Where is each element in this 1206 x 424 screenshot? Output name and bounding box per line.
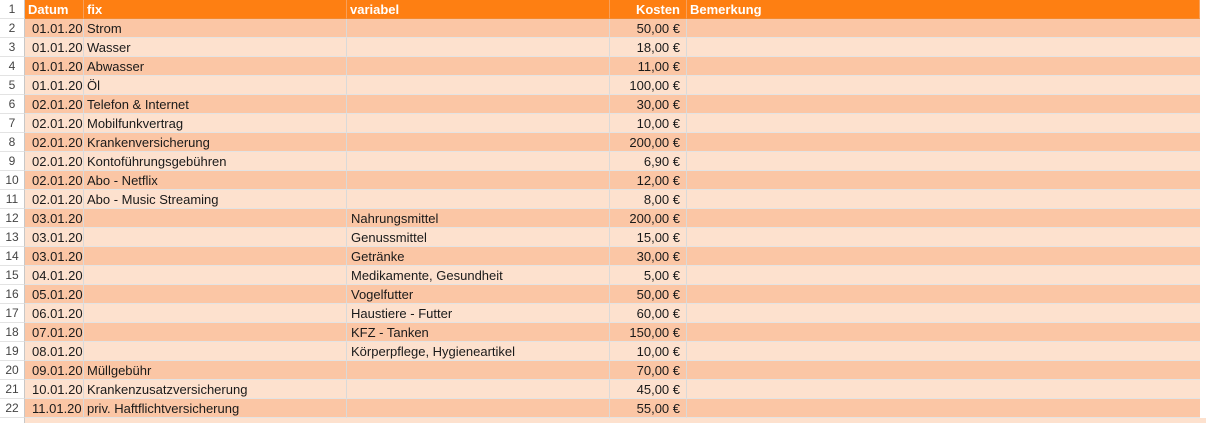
cell-fix[interactable] <box>84 342 347 361</box>
row-number[interactable]: 22 <box>0 399 25 418</box>
cell-fix[interactable]: priv. Haftflichtversicherung <box>84 399 347 418</box>
cell-kosten[interactable]: 18,00 € <box>610 38 687 57</box>
cell-fix[interactable]: Mobilfunkvertrag <box>84 114 347 133</box>
cell-kosten[interactable]: 8,00 € <box>610 190 687 209</box>
row-number[interactable]: 12 <box>0 209 25 228</box>
cell-bemerkung[interactable] <box>687 285 1200 304</box>
table-row <box>0 361 1206 380</box>
header-cell-fix[interactable]: fix <box>84 0 347 19</box>
table-row <box>0 19 1206 38</box>
table-body <box>0 19 1206 418</box>
cell-bemerkung[interactable] <box>687 76 1200 95</box>
cell-kosten[interactable]: 10,00 € <box>610 114 687 133</box>
cell-datum[interactable]: 04.01.20 <box>25 266 84 285</box>
row-number[interactable]: 10 <box>0 171 25 190</box>
cell-bemerkung[interactable] <box>687 171 1200 190</box>
cell-variabel[interactable] <box>347 57 610 76</box>
cell-kosten[interactable]: 11,00 € <box>610 57 687 76</box>
table-row <box>0 171 1206 190</box>
table-row <box>0 209 1206 228</box>
row-number[interactable]: 4 <box>0 57 25 76</box>
cell-variabel[interactable] <box>347 76 610 95</box>
row-number[interactable]: 18 <box>0 323 25 342</box>
cell-kosten[interactable]: 15,00 € <box>610 228 687 247</box>
cell-kosten[interactable]: 50,00 € <box>610 19 687 38</box>
row-number[interactable]: 16 <box>0 285 25 304</box>
cell-kosten[interactable]: 55,00 € <box>610 399 687 418</box>
cell-fix[interactable]: Abwasser <box>84 57 347 76</box>
cell-fix[interactable] <box>84 285 347 304</box>
header-cell-kosten[interactable]: Kosten <box>610 0 687 19</box>
cell-datum[interactable]: 01.01.20 <box>25 19 84 38</box>
cell-fix[interactable]: Wasser <box>84 38 347 57</box>
cell-datum[interactable]: 02.01.20 <box>25 133 84 152</box>
cell-variabel[interactable] <box>347 361 610 380</box>
cell-variabel[interactable]: Getränke <box>347 247 610 266</box>
row-number[interactable]: 5 <box>0 76 25 95</box>
cell-variabel[interactable]: Nahrungsmittel <box>347 209 610 228</box>
cell-bemerkung[interactable] <box>687 133 1200 152</box>
cell-datum[interactable]: 03.01.20 <box>25 209 84 228</box>
cell-bemerkung[interactable] <box>687 114 1200 133</box>
table-row <box>0 323 1206 342</box>
table-row <box>0 114 1206 133</box>
table-row <box>0 190 1206 209</box>
row-number[interactable]: 11 <box>0 190 25 209</box>
row-number[interactable]: 9 <box>0 152 25 171</box>
cell-kosten[interactable]: 30,00 € <box>610 247 687 266</box>
cell-kosten[interactable]: 70,00 € <box>610 361 687 380</box>
cell-bemerkung[interactable] <box>687 95 1200 114</box>
cell-bemerkung[interactable] <box>687 209 1200 228</box>
cell-datum[interactable]: 01.01.20 <box>25 57 84 76</box>
cell-datum[interactable]: 01.01.20 <box>25 76 84 95</box>
cell-fix[interactable]: Krankenversicherung <box>84 133 347 152</box>
cell-fix[interactable]: Abo - Music Streaming <box>84 190 347 209</box>
cell-bemerkung[interactable] <box>687 323 1200 342</box>
cell-fix[interactable]: Krankenzusatzversicherung <box>84 380 347 399</box>
cell-bemerkung[interactable] <box>687 228 1200 247</box>
cell-variabel[interactable]: Vogelfutter <box>347 285 610 304</box>
cell-datum[interactable]: 07.01.20 <box>25 323 84 342</box>
cell-kosten[interactable]: 60,00 € <box>610 304 687 323</box>
cell-bemerkung[interactable] <box>687 247 1200 266</box>
cell-datum[interactable]: 02.01.20 <box>25 114 84 133</box>
table-row <box>0 247 1206 266</box>
cell-variabel[interactable] <box>347 38 610 57</box>
table-row <box>0 285 1206 304</box>
cell-kosten[interactable]: 150,00 € <box>610 323 687 342</box>
row-number[interactable] <box>0 418 25 423</box>
cell-bemerkung[interactable] <box>687 361 1200 380</box>
header-cell-datum[interactable]: Datum <box>25 0 84 19</box>
cell-variabel[interactable] <box>347 95 610 114</box>
cell-kosten[interactable]: 45,00 € <box>610 380 687 399</box>
row-number[interactable]: 6 <box>0 95 25 114</box>
cell-bemerkung[interactable] <box>687 399 1200 418</box>
partial-row-fill <box>25 418 1206 423</box>
table-row <box>0 38 1206 57</box>
cell-fix[interactable]: Strom <box>84 19 347 38</box>
table-row <box>0 342 1206 361</box>
cell-datum[interactable]: 10.01.20 <box>25 380 84 399</box>
cell-datum[interactable]: 05.01.20 <box>25 285 84 304</box>
cell-variabel[interactable] <box>347 19 610 38</box>
table-row <box>0 304 1206 323</box>
row-number[interactable]: 1 <box>0 0 25 19</box>
cell-variabel[interactable] <box>347 114 610 133</box>
header-cell-variabel[interactable]: variabel <box>347 0 610 19</box>
row-number[interactable]: 3 <box>0 38 25 57</box>
cell-bemerkung[interactable] <box>687 304 1200 323</box>
cell-bemerkung[interactable] <box>687 19 1200 38</box>
row-number[interactable]: 20 <box>0 361 25 380</box>
cell-kosten[interactable]: 5,00 € <box>610 266 687 285</box>
table-row <box>0 399 1206 418</box>
row-number[interactable]: 14 <box>0 247 25 266</box>
cell-datum[interactable]: 02.01.20 <box>25 171 84 190</box>
cell-datum[interactable]: 01.01.20 <box>25 38 84 57</box>
cell-bemerkung[interactable] <box>687 266 1200 285</box>
cell-datum[interactable]: 03.01.20 <box>25 247 84 266</box>
cell-fix[interactable]: Kontoführungsgebühren <box>84 152 347 171</box>
row-number[interactable]: 13 <box>0 228 25 247</box>
table-row <box>0 380 1206 399</box>
cell-datum[interactable]: 06.01.20 <box>25 304 84 323</box>
cell-variabel[interactable] <box>347 190 610 209</box>
row-number[interactable]: 21 <box>0 380 25 399</box>
cell-datum[interactable]: 09.01.20 <box>25 361 84 380</box>
row-number[interactable]: 8 <box>0 133 25 152</box>
cell-variabel[interactable]: Haustiere - Futter <box>347 304 610 323</box>
table-row <box>0 152 1206 171</box>
cell-kosten[interactable]: 200,00 € <box>610 133 687 152</box>
cell-bemerkung[interactable] <box>687 342 1200 361</box>
header-cell-bemerkung[interactable]: Bemerkung <box>687 0 1200 19</box>
cell-bemerkung[interactable] <box>687 152 1200 171</box>
cell-fix[interactable] <box>84 209 347 228</box>
cell-variabel[interactable] <box>347 380 610 399</box>
cell-fix[interactable] <box>84 304 347 323</box>
row-number[interactable]: 17 <box>0 304 25 323</box>
cell-datum[interactable]: 11.01.20 <box>25 399 84 418</box>
table-row <box>0 228 1206 247</box>
cell-fix[interactable] <box>84 247 347 266</box>
table-row <box>0 57 1206 76</box>
table-row <box>0 76 1206 95</box>
cell-fix[interactable] <box>84 266 347 285</box>
cell-variabel[interactable]: KFZ - Tanken <box>347 323 610 342</box>
cell-fix[interactable]: Abo - Netflix <box>84 171 347 190</box>
cell-kosten[interactable]: 12,00 € <box>610 171 687 190</box>
partial-row <box>0 418 1206 423</box>
cell-datum[interactable]: 02.01.20 <box>25 152 84 171</box>
table-row <box>0 266 1206 285</box>
cell-kosten[interactable]: 50,00 € <box>610 285 687 304</box>
cell-fix[interactable]: Telefon & Internet <box>84 95 347 114</box>
row-number[interactable]: 19 <box>0 342 25 361</box>
cell-variabel[interactable]: Körperpflege, Hygieneartikel <box>347 342 610 361</box>
cell-kosten[interactable]: 200,00 € <box>610 209 687 228</box>
cell-datum[interactable]: 02.01.20 <box>25 190 84 209</box>
cell-variabel[interactable]: Genussmittel <box>347 228 610 247</box>
cell-variabel[interactable] <box>347 152 610 171</box>
cell-kosten[interactable]: 6,90 € <box>610 152 687 171</box>
cell-variabel[interactable] <box>347 133 610 152</box>
cell-datum[interactable]: 03.01.20 <box>25 228 84 247</box>
cell-bemerkung[interactable] <box>687 190 1200 209</box>
cell-variabel[interactable] <box>347 171 610 190</box>
row-number[interactable]: 15 <box>0 266 25 285</box>
cell-variabel[interactable]: Medikamente, Gesundheit <box>347 266 610 285</box>
cell-kosten[interactable]: 10,00 € <box>610 342 687 361</box>
cell-fix[interactable] <box>84 228 347 247</box>
cell-variabel[interactable] <box>347 399 610 418</box>
cell-bemerkung[interactable] <box>687 380 1200 399</box>
header-row <box>0 0 1206 19</box>
cell-kosten[interactable]: 30,00 € <box>610 95 687 114</box>
cell-fix[interactable]: Müllgebühr <box>84 361 347 380</box>
row-number[interactable]: 7 <box>0 114 25 133</box>
cell-fix[interactable] <box>84 323 347 342</box>
cell-kosten[interactable]: 100,00 € <box>610 76 687 95</box>
table-row <box>0 133 1206 152</box>
row-number[interactable]: 2 <box>0 19 25 38</box>
cell-datum[interactable]: 02.01.20 <box>25 95 84 114</box>
cell-datum[interactable]: 08.01.20 <box>25 342 84 361</box>
cell-bemerkung[interactable] <box>687 38 1200 57</box>
table-row <box>0 95 1206 114</box>
cell-bemerkung[interactable] <box>687 57 1200 76</box>
cell-fix[interactable]: Öl <box>84 76 347 95</box>
